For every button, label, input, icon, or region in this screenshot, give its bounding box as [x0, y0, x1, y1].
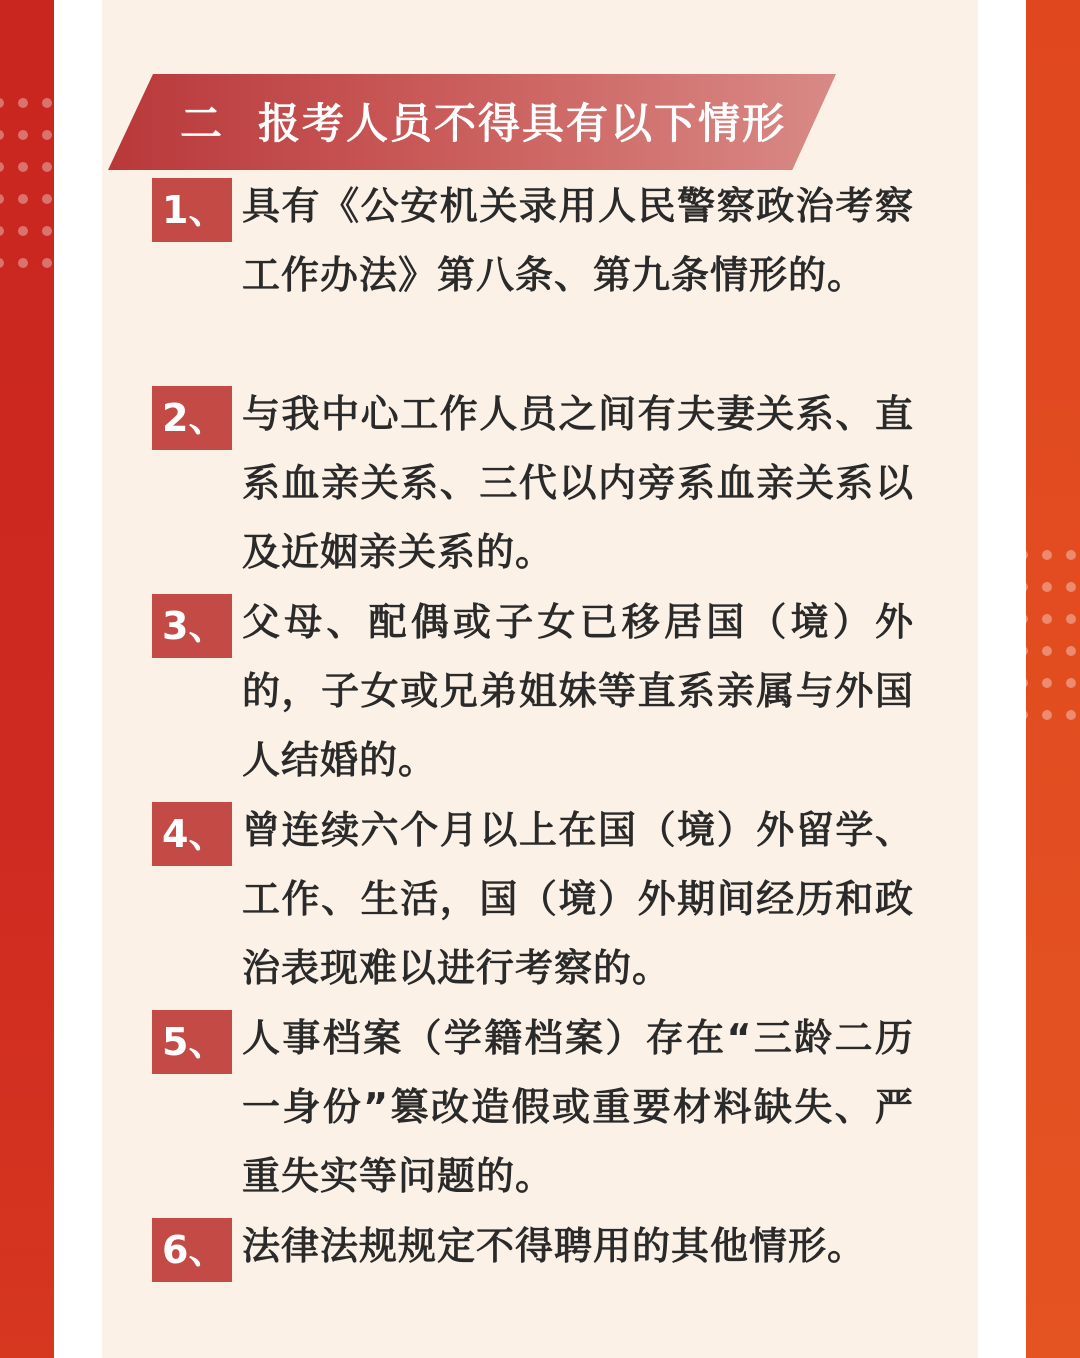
item-text: 人事档案（学籍档案）存在“三龄二历一身份”篡改造假或重要材料缺失、严重失实等问题的。 — [242, 1016, 914, 1198]
item-number-badge: 2、 — [152, 386, 232, 450]
item-text: 法律法规规定不得聘用的其他情形。 — [242, 1224, 867, 1268]
section-number: 二 — [180, 99, 225, 148]
left-white-margin — [54, 0, 102, 1358]
item-number-badge: 6、 — [152, 1218, 232, 1282]
item-text: 父母、配偶或子女已移居国（境）外的，子女或兄弟姐妹等直系亲属与外国人结婚的。 — [242, 600, 914, 782]
item-text: 曾连续六个月以上在国（境）外留学、工作、生活，国（境）外期间经历和政治表现难以进行考察的。 — [242, 808, 914, 990]
right-dot-pattern — [1018, 550, 1080, 720]
item-text: 具有《公安机关录用人民警察政治考察工作办法》第八条、第九条情形的。 — [242, 184, 914, 297]
item-number-badge: 5、 — [152, 1010, 232, 1074]
item-number-badge: 4、 — [152, 802, 232, 866]
item-text: 与我中心工作人员之间有夫妻关系、直系血亲关系、三代以内旁系血亲关系以及近姻亲关系的。 — [242, 392, 914, 574]
section-title: 报考人员不得具有以下情形 — [258, 99, 787, 148]
item-number-badge: 1、 — [152, 178, 232, 242]
section-heading — [180, 90, 786, 152]
item-number-badge: 3、 — [152, 594, 232, 658]
